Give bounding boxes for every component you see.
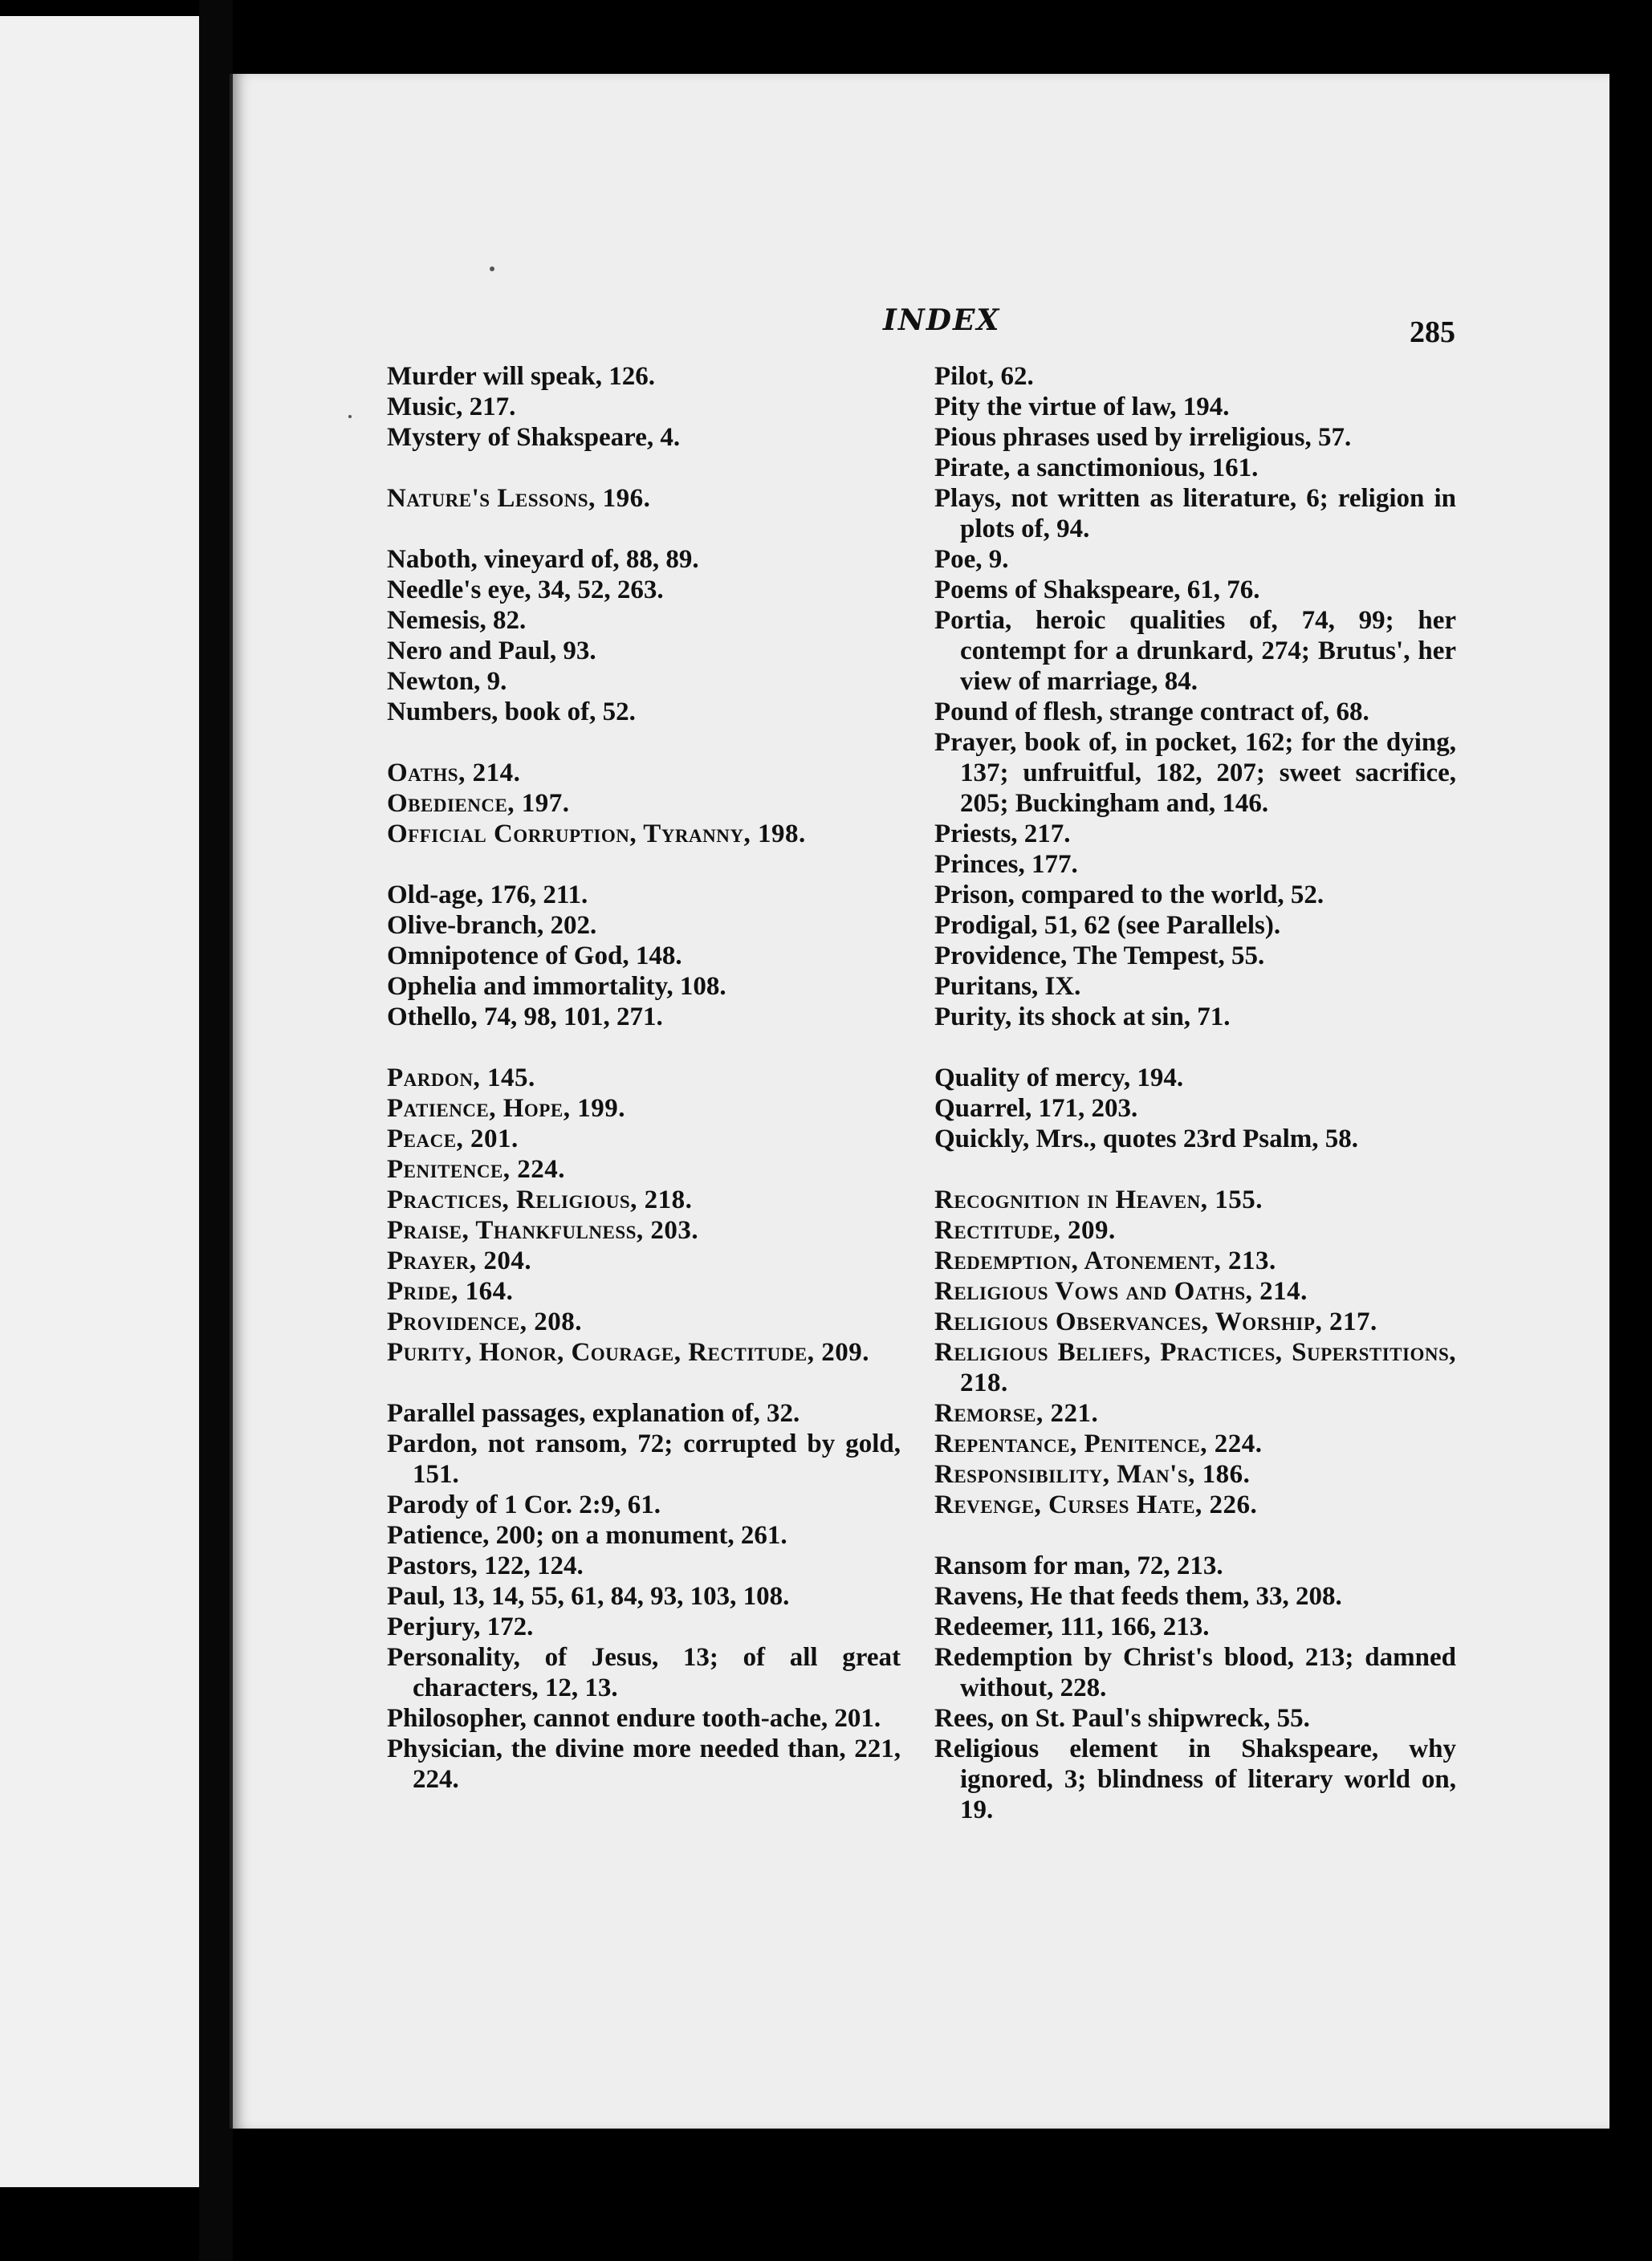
- index-entry: Pardon, not ransom, 72; corrupted by gold, 151.: [387, 1429, 901, 1489]
- index-topic-entry: Providence, 208.: [387, 1307, 582, 1336]
- index-entry: Puritans, IX.: [934, 972, 1081, 1001]
- ink-speck: [348, 415, 352, 418]
- index-entry: Mystery of Shakspeare, 4.: [387, 423, 681, 452]
- index-topic-entry: Oaths, 214.: [387, 758, 521, 787]
- group-spacer: [387, 727, 901, 758]
- index-topic-entry: Obedience, 197.: [387, 789, 570, 818]
- index-topic-entry: Practices, Religious, 218.: [387, 1185, 693, 1214]
- index-entry: Omnipotence of God, 148.: [387, 941, 682, 970]
- index-entry: Quickly, Mrs., quotes 23rd Psalm, 58.: [934, 1124, 1359, 1153]
- index-entry: Purity, its shock at sin, 71.: [934, 1002, 1231, 1031]
- index-topic-entry: Nature's Lessons, 196.: [387, 484, 651, 513]
- index-entry: Old-age, 176, 211.: [387, 880, 588, 909]
- index-entry: Religious element in Shakspeare, why ignored, 3; blindness of literary world on, 19.: [934, 1734, 1456, 1824]
- group-spacer: [387, 1368, 901, 1398]
- index-entry: Redemption by Christ's blood, 213; damned without, 228.: [934, 1643, 1456, 1702]
- index-entry: Portia, heroic qualities of, 74, 99; her contempt for a drunkard, 274; Brutus', her view of marriage, 84.: [934, 606, 1456, 696]
- index-topic-entry: Redemption, Atonement, 213.: [934, 1246, 1276, 1275]
- index-entry: Prayer, book of, in pocket, 162; for the dying, 137; unfruitful, 182, 207; sweet sacrifice, 205; Buckingham and, 146.: [934, 728, 1456, 818]
- index-topic-entry: Revenge, Curses Hate, 226.: [934, 1490, 1258, 1519]
- index-entry: Perjury, 172.: [387, 1612, 534, 1641]
- index-topic-entry: Repentance, Penitence, 224.: [934, 1429, 1263, 1458]
- index-topic-entry: Rectitude, 209.: [934, 1216, 1116, 1245]
- index-topic-entry: Penitence, 224.: [387, 1155, 566, 1184]
- index-entry: Othello, 74, 98, 101, 271.: [387, 1002, 663, 1031]
- index-entry: Personality, of Jesus, 13; of all great characters, 12, 13.: [387, 1643, 901, 1702]
- index-entry: Pound of flesh, strange contract of, 68.: [934, 697, 1369, 726]
- index-column-right: [934, 361, 1456, 1825]
- index-entry: Providence, The Tempest, 55.: [934, 941, 1265, 970]
- index-entry: Princes, 177.: [934, 850, 1078, 879]
- index-entry: Redeemer, 111, 166, 213.: [934, 1612, 1210, 1641]
- ink-speck: [490, 266, 494, 271]
- index-entry: Patience, 200; on a monument, 261.: [387, 1521, 787, 1550]
- index-entry: Murder will speak, 126.: [387, 362, 655, 391]
- index-entry: Naboth, vineyard of, 88, 89.: [387, 545, 699, 574]
- left-page-edge: [0, 16, 199, 2187]
- index-entry: Ophelia and immortality, 108.: [387, 972, 726, 1001]
- index-topic-entry: Patience, Hope, 199.: [387, 1094, 625, 1123]
- index-topic-entry: Official Corruption, Tyranny, 198.: [387, 819, 806, 848]
- index-entry: Physician, the divine more needed than, 221, 224.: [387, 1734, 901, 1794]
- index-entry: Rees, on St. Paul's shipwreck, 55.: [934, 1704, 1310, 1733]
- index-entry: Pious phrases used by irreligious, 57.: [934, 423, 1352, 452]
- page-number: 285: [1410, 315, 1455, 349]
- index-entry: Poems of Shakspeare, 61, 76.: [934, 575, 1260, 604]
- index-topic-entry: Peace, 201.: [387, 1124, 519, 1153]
- group-spacer: [934, 1032, 1456, 1063]
- index-entry: Poe, 9.: [934, 545, 1009, 574]
- index-entry: Ransom for man, 72, 213.: [934, 1551, 1223, 1580]
- index-entry: Pirate, a sanctimonious, 161.: [934, 453, 1259, 482]
- index-topic-entry: Prayer, 204.: [387, 1246, 532, 1275]
- group-spacer: [387, 453, 901, 483]
- index-entry: Olive-branch, 202.: [387, 911, 597, 940]
- index-topic-entry: Recognition in Heaven, 155.: [934, 1185, 1263, 1214]
- index-entry: Priests, 217.: [934, 819, 1071, 848]
- index-entry: Parallel passages, explanation of, 32.: [387, 1399, 800, 1428]
- index-topic-entry: Religious Observances, Worship, 217.: [934, 1307, 1377, 1336]
- index-topic-entry: Praise, Thankfulness, 203.: [387, 1216, 699, 1245]
- index-entry: Nemesis, 82.: [387, 606, 527, 635]
- index-topic-entry: Remorse, 221.: [934, 1399, 1099, 1428]
- index-entry: Philosopher, cannot endure tooth-ache, 201.: [387, 1704, 881, 1733]
- group-spacer: [934, 1520, 1456, 1551]
- index-entry: Paul, 13, 14, 55, 61, 84, 93, 103, 108.: [387, 1582, 790, 1611]
- index-entry: Prison, compared to the world, 52.: [934, 880, 1324, 909]
- index-topic-entry: Responsibility, Man's, 186.: [934, 1460, 1251, 1489]
- index-topic-entry: Purity, Honor, Courage, Rectitude, 209.: [387, 1338, 869, 1367]
- index-entry: Newton, 9.: [387, 667, 507, 696]
- index-entry: Pity the virtue of law, 194.: [934, 392, 1230, 421]
- index-entry: Quality of mercy, 194.: [934, 1063, 1184, 1092]
- index-entry: Pilot, 62.: [934, 362, 1034, 391]
- index-entry: Plays, not written as literature, 6; religion in plots of, 94.: [934, 484, 1456, 543]
- index-entry: Parody of 1 Cor. 2:9, 61.: [387, 1490, 661, 1519]
- index-entry: Music, 217.: [387, 392, 516, 421]
- index-entry: Pastors, 122, 124.: [387, 1551, 584, 1580]
- index-entry: Prodigal, 51, 62 (see Parallels).: [934, 911, 1281, 940]
- index-entry: Needle's eye, 34, 52, 263.: [387, 575, 664, 604]
- group-spacer: [934, 1154, 1456, 1185]
- index-topic-entry: Religious Beliefs, Practices, Superstitions, 218.: [934, 1338, 1456, 1397]
- group-spacer: [387, 514, 901, 544]
- index-entry: Nero and Paul, 93.: [387, 636, 596, 665]
- index-entry: Numbers, book of, 52.: [387, 697, 636, 726]
- index-topic-entry: Pardon, 145.: [387, 1063, 535, 1092]
- group-spacer: [387, 849, 901, 880]
- running-head: INDEX: [883, 303, 1001, 337]
- index-entry: Ravens, He that feeds them, 33, 208.: [934, 1582, 1342, 1611]
- index-entry: Quarrel, 171, 203.: [934, 1094, 1138, 1123]
- index-topic-entry: Religious Vows and Oaths, 214.: [934, 1277, 1308, 1306]
- book-spine: [199, 0, 233, 2261]
- index-column-left: [387, 361, 901, 1795]
- group-spacer: [387, 1032, 901, 1063]
- index-topic-entry: Pride, 164.: [387, 1277, 514, 1306]
